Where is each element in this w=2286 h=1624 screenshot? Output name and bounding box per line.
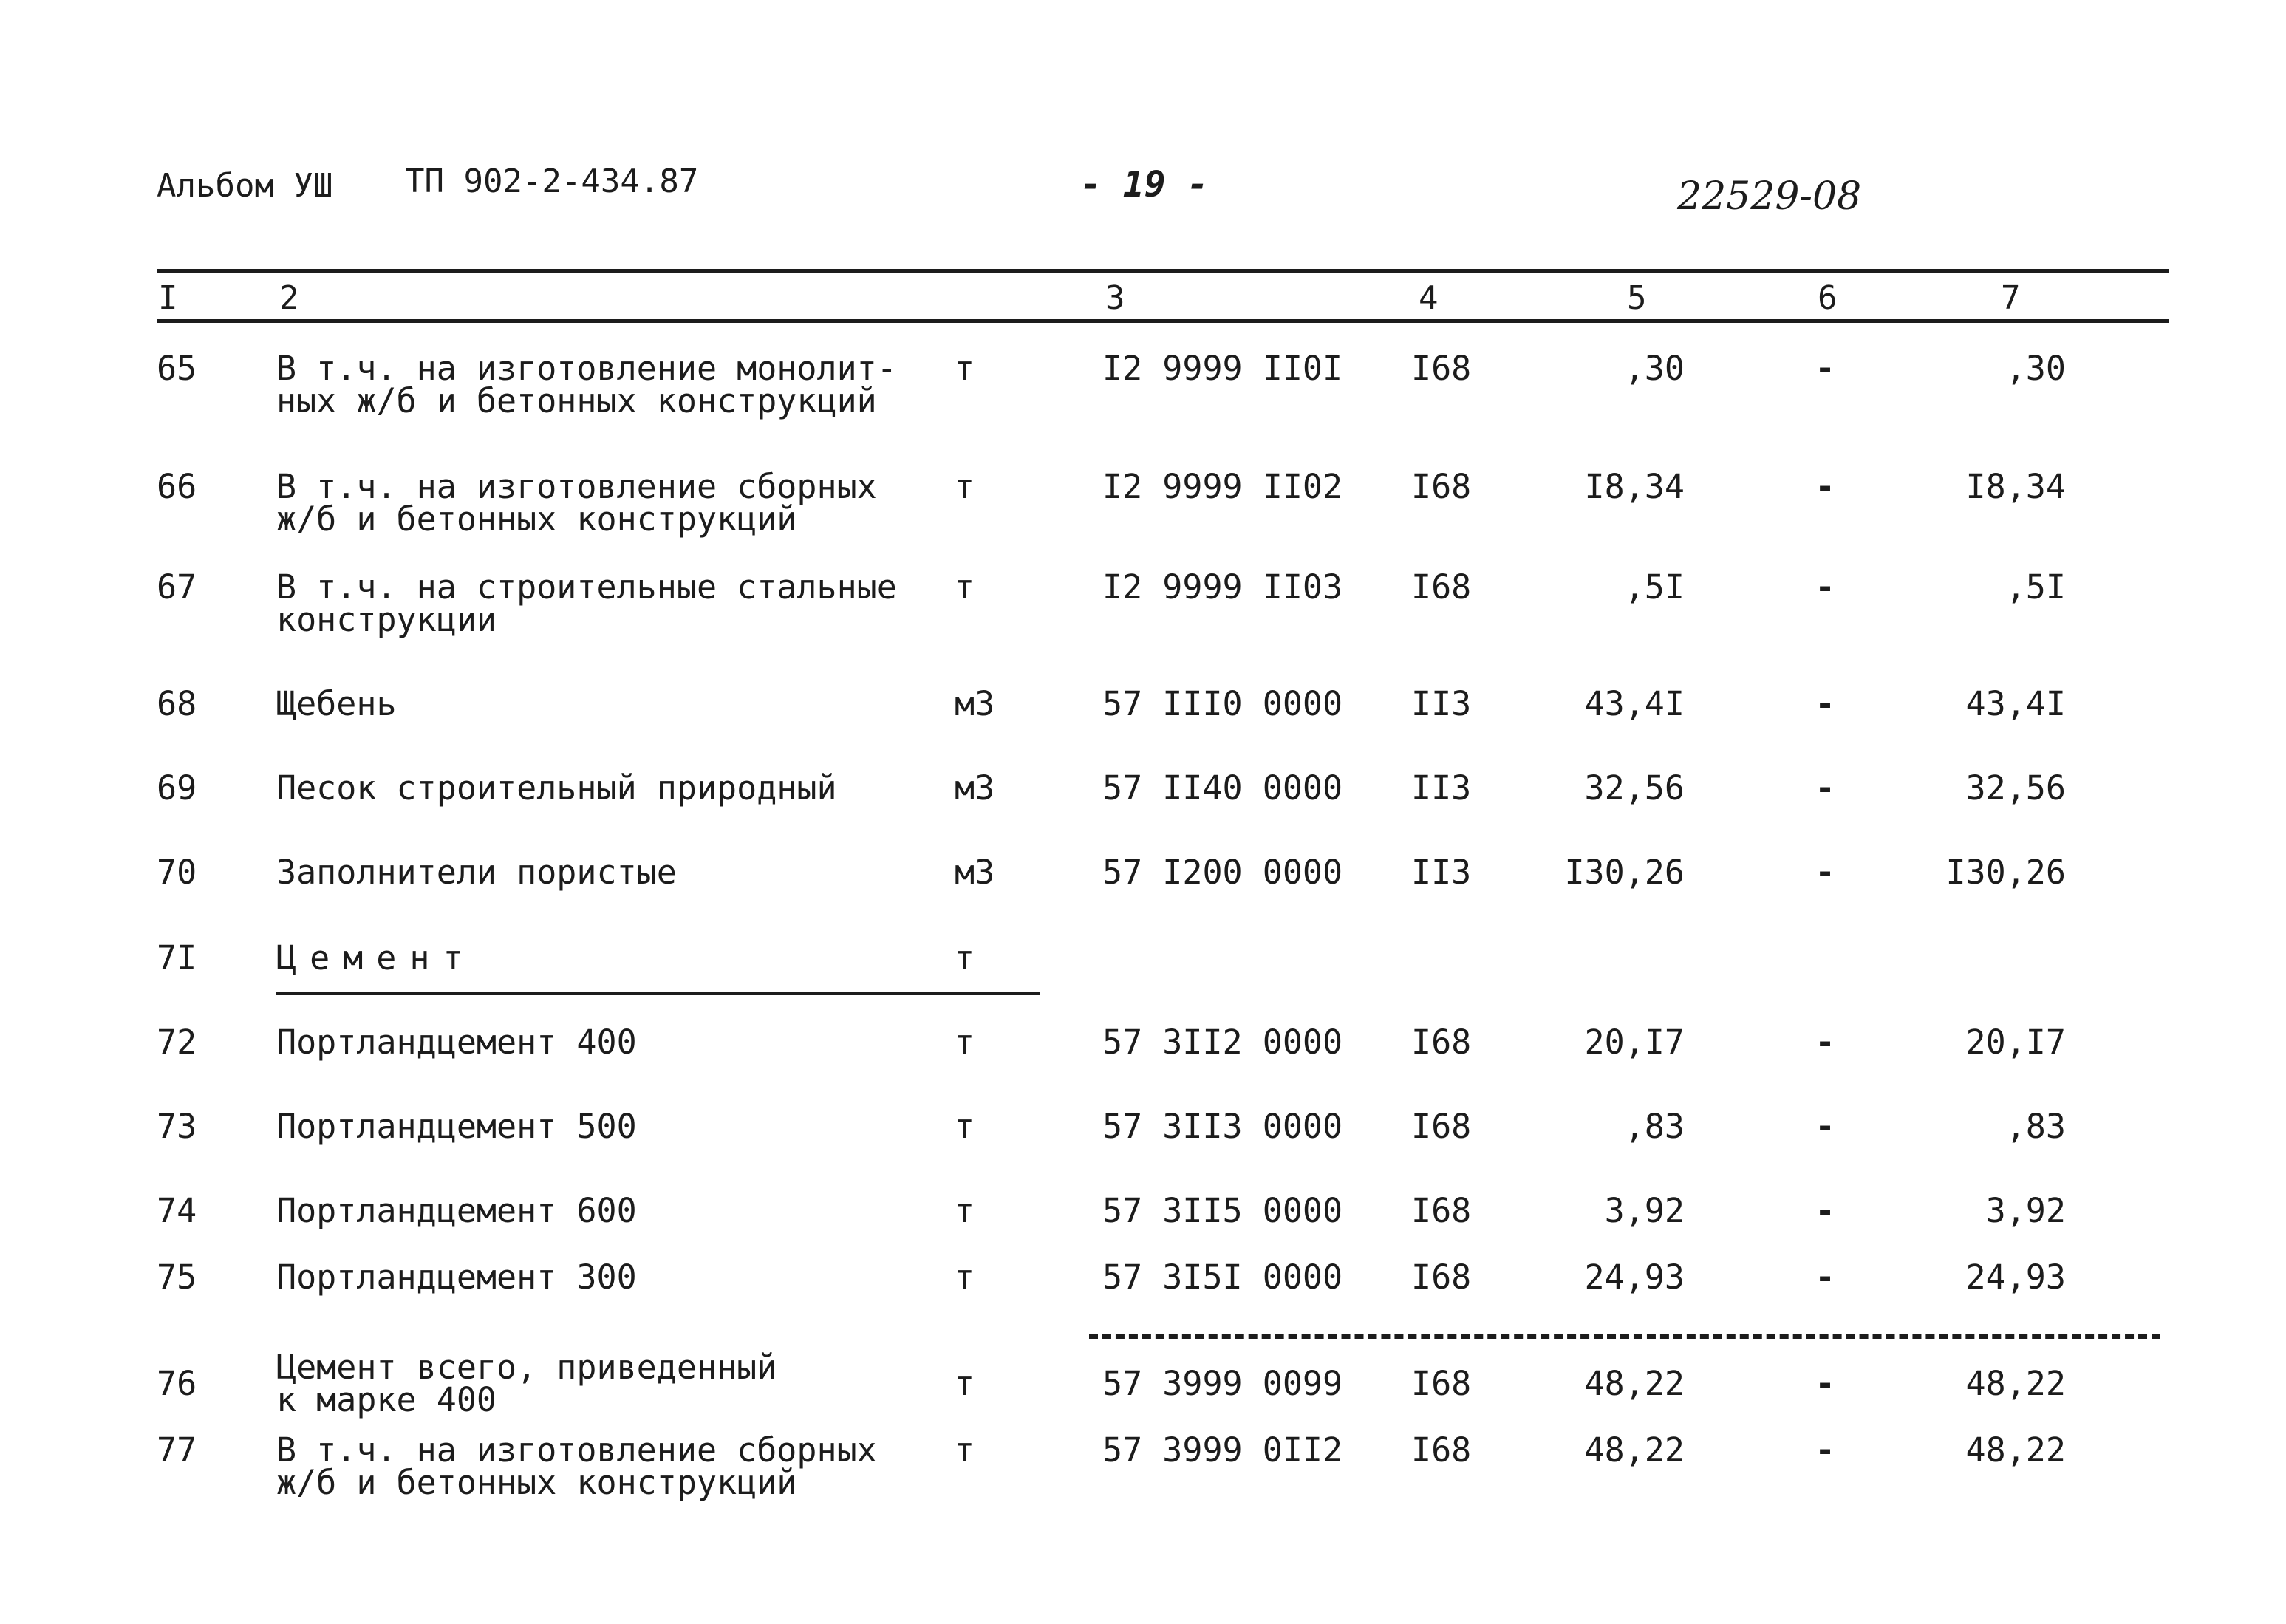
table-top-rule <box>157 269 2169 273</box>
material-name: ных ж/б и бетонных конструкций <box>276 381 877 420</box>
quantity-col6: - <box>1815 1430 1835 1470</box>
material-name: Портландцемент 500 <box>276 1107 637 1146</box>
cement-section-underline <box>276 992 1040 995</box>
material-code: 57 3II3 0000 <box>1102 1107 1343 1146</box>
unit: т <box>955 349 975 388</box>
material-name: Щебень <box>276 684 397 723</box>
material-name: Цемент всего, приведенный <box>276 1348 777 1387</box>
table-row <box>0 567 2286 652</box>
quantity-col6: - <box>1815 1258 1835 1297</box>
material-code: 57 3999 0II2 <box>1102 1430 1343 1470</box>
row-number: 69 <box>157 768 197 808</box>
table-row <box>0 938 2286 1023</box>
row-number: 73 <box>157 1107 197 1146</box>
quantity-col6: - <box>1815 684 1835 723</box>
quantity-col6: - <box>1815 853 1835 892</box>
unit: т <box>955 938 975 978</box>
quantity-col5: 48,22 <box>1584 1364 1685 1403</box>
unit: т <box>955 467 975 506</box>
material-name: ж/б и бетонных конструкций <box>276 499 797 539</box>
quantity-col7: ,30 <box>2005 349 2066 388</box>
document-code: 22529-08 <box>1677 174 1862 219</box>
material-code: 57 3II5 0000 <box>1102 1191 1343 1230</box>
quantity-col6: - <box>1815 1191 1835 1230</box>
quantity-col7: 32,56 <box>1965 768 2066 808</box>
material-code: I2 9999 II02 <box>1102 467 1343 506</box>
column-header-3: 3 <box>1105 279 1125 317</box>
material-name: В т.ч. на изготовление сборных <box>276 467 877 506</box>
quantity-col5: ,5I <box>1624 567 1685 607</box>
unit: м3 <box>955 768 995 808</box>
material-code: 57 3999 0099 <box>1102 1364 1343 1403</box>
unit-code: I68 <box>1411 349 1472 388</box>
unit: т <box>955 1364 975 1403</box>
quantity-col5: 24,93 <box>1584 1258 1685 1297</box>
material-name: В т.ч. на изготовление монолит- <box>276 349 897 388</box>
column-header-2: 2 <box>279 279 299 317</box>
quantity-col5: I30,26 <box>1564 853 1685 892</box>
quantity-col5: 48,22 <box>1584 1430 1685 1470</box>
quantity-col6: - <box>1815 349 1835 388</box>
material-code: 57 3II2 0000 <box>1102 1023 1343 1062</box>
table-row <box>0 1260 2286 1342</box>
quantity-col6: - <box>1815 1023 1835 1062</box>
quantity-col6: - <box>1815 1107 1835 1146</box>
row-number: 74 <box>157 1191 197 1230</box>
quantity-col7: 48,22 <box>1965 1430 2066 1470</box>
row-number: 75 <box>157 1258 197 1297</box>
quantity-col7: 48,22 <box>1965 1364 2066 1403</box>
unit-code: II3 <box>1411 684 1472 723</box>
subtotal-dashed-rule <box>1089 1334 2160 1339</box>
album-label: Альбом УШ <box>157 167 333 205</box>
table-row <box>0 1430 2286 1515</box>
unit: т <box>955 1191 975 1230</box>
quantity-col5: 3,92 <box>1604 1191 1685 1230</box>
quantity-col5: I8,34 <box>1584 467 1685 506</box>
table-row <box>0 467 2286 551</box>
unit: т <box>955 1258 975 1297</box>
quantity-col7: I30,26 <box>1945 853 2066 892</box>
table-row <box>0 853 2286 937</box>
row-number: 7I <box>157 938 197 978</box>
material-name: Цемент <box>276 938 477 978</box>
material-name: к марке 400 <box>276 1380 497 1419</box>
material-code: 57 III0 0000 <box>1102 684 1343 723</box>
quantity-col7: I8,34 <box>1965 467 2066 506</box>
quantity-col6: - <box>1815 1364 1835 1403</box>
unit-code: I68 <box>1411 467 1472 506</box>
unit: т <box>955 1023 975 1062</box>
row-number: 70 <box>157 853 197 892</box>
quantity-col5: 20,I7 <box>1584 1023 1685 1062</box>
material-name: Песок строительный природный <box>276 768 837 808</box>
quantity-col7: 43,4I <box>1965 684 2066 723</box>
quantity-col5: 32,56 <box>1584 768 1685 808</box>
column-header-7: 7 <box>2001 279 2021 317</box>
unit: м3 <box>955 853 995 892</box>
row-number: 77 <box>157 1430 197 1470</box>
quantity-col5: 43,4I <box>1584 684 1685 723</box>
quantity-col7: 24,93 <box>1965 1258 2066 1297</box>
row-number: 66 <box>157 467 197 506</box>
column-header-4: 4 <box>1419 279 1439 317</box>
table-row <box>0 349 2286 433</box>
material-code: I2 9999 II0I <box>1102 349 1343 388</box>
unit-code: I68 <box>1411 1107 1472 1146</box>
row-number: 65 <box>157 349 197 388</box>
unit: м3 <box>955 684 995 723</box>
table-row <box>0 768 2286 853</box>
material-code: I2 9999 II03 <box>1102 567 1343 607</box>
table-row <box>0 1348 2286 1432</box>
unit-code: II3 <box>1411 853 1472 892</box>
unit-code: I68 <box>1411 567 1472 607</box>
material-name: Портландцемент 300 <box>276 1258 637 1297</box>
material-name: В т.ч. на строительные стальные <box>276 567 897 607</box>
unit-code: I68 <box>1411 1258 1472 1297</box>
table-row <box>0 1107 2286 1191</box>
material-code: 57 3I5I 0000 <box>1102 1258 1343 1297</box>
unit-code: I68 <box>1411 1023 1472 1062</box>
quantity-col7: 3,92 <box>1985 1191 2066 1230</box>
table-row <box>0 1023 2286 1107</box>
document-number: ТП 902-2-434.87 <box>405 163 699 200</box>
material-name: В т.ч. на изготовление сборных <box>276 1430 877 1470</box>
row-number: 68 <box>157 684 197 723</box>
unit: т <box>955 567 975 607</box>
material-code: 57 I200 0000 <box>1102 853 1343 892</box>
page-number: - 19 - <box>1080 164 1209 205</box>
unit: т <box>955 1430 975 1470</box>
column-header-6: 6 <box>1818 279 1838 317</box>
material-name: Портландцемент 600 <box>276 1191 637 1230</box>
quantity-col7: ,5I <box>2005 567 2066 607</box>
column-header-5: 5 <box>1627 279 1647 317</box>
material-name: конструкции <box>276 600 497 639</box>
material-name: Портландцемент 400 <box>276 1023 637 1062</box>
quantity-col7: 20,I7 <box>1965 1023 2066 1062</box>
material-name: ж/б и бетонных конструкций <box>276 1463 797 1502</box>
unit-code: I68 <box>1411 1430 1472 1470</box>
column-header-1: I <box>158 279 178 317</box>
material-name: Заполнители пористые <box>276 853 677 892</box>
column-header-rule <box>157 319 2169 323</box>
table-row <box>0 684 2286 768</box>
quantity-col6: - <box>1815 567 1835 607</box>
quantity-col6: - <box>1815 467 1835 506</box>
row-number: 76 <box>157 1364 197 1403</box>
quantity-col7: ,83 <box>2005 1107 2066 1146</box>
unit: т <box>955 1107 975 1146</box>
unit-code: I68 <box>1411 1364 1472 1403</box>
quantity-col5: ,83 <box>1624 1107 1685 1146</box>
row-number: 72 <box>157 1023 197 1062</box>
row-number: 67 <box>157 567 197 607</box>
material-code: 57 II40 0000 <box>1102 768 1343 808</box>
unit-code: I68 <box>1411 1191 1472 1230</box>
quantity-col5: ,30 <box>1624 349 1685 388</box>
unit-code: II3 <box>1411 768 1472 808</box>
quantity-col6: - <box>1815 768 1835 808</box>
